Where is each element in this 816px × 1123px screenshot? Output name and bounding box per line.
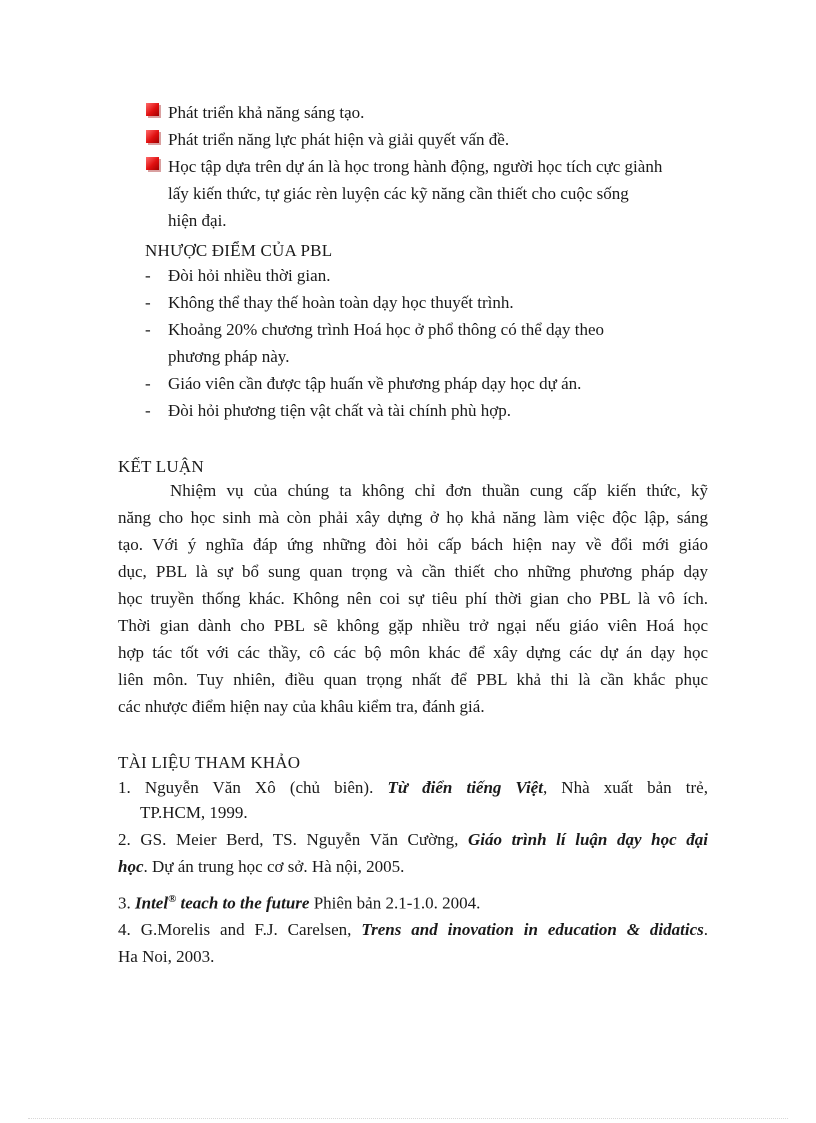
reference-suffix: , Nhà xuất bản trẻ,: [542, 778, 708, 797]
red-square-bullet-icon: [146, 130, 159, 143]
advantage-item-line: Học tập dựa trên dự án là học trong hành động, người học tích cực giành: [168, 157, 663, 176]
reference-item-continuation: [118, 856, 404, 878]
conclusion-line: dục, PBL là sự bổ sung quan trọng và cần thiết cho những phương pháp dạy: [118, 562, 708, 581]
conclusion-line: năng cho học sinh mà còn phải xây dựng ở họ khả năng làm việc độc lập, sáng: [118, 508, 708, 527]
conclusion-line: học truyền thống khác. Không nên coi sự tiêu phí thời gian cho PBL là vô ích.: [118, 589, 708, 608]
disadvantage-item: Giáo viên cần được tập huấn về phương pháp dạy học dự án.: [168, 374, 582, 393]
reference-suffix: .: [703, 920, 709, 939]
references-heading: TÀI LIỆU THAM KHẢO: [118, 753, 301, 772]
page-bottom-rule: [28, 1118, 788, 1119]
reference-item: [118, 777, 708, 799]
reference-item: [118, 919, 708, 941]
reference-prefix: 2. GS. Meier Berd, TS. Nguyễn Văn Cường,: [118, 830, 468, 849]
advantage-item-line: hiện đại.: [168, 211, 227, 230]
reference-title: Giáo trình lí luận dạy học đại: [467, 830, 708, 849]
conclusion-line: tạo. Với ý nghĩa đáp ứng những đòi hỏi cấp bách hiện nay về đổi mới giáo: [118, 535, 708, 554]
dash-bullet: -: [145, 266, 151, 285]
red-square-bullet-icon: [146, 103, 159, 116]
disadvantage-item-continuation: phương pháp này.: [168, 347, 290, 366]
reference-title: Intel: [135, 893, 169, 913]
reference-title: teach to the future: [176, 893, 310, 913]
red-square-bullet-icon: [146, 157, 159, 170]
reference-suffix: . Dự án trung học cơ sở. Hà nội, 2005.: [143, 857, 405, 876]
dash-bullet: -: [145, 293, 151, 312]
reference-item-continuation: TP.HCM, 1999.: [140, 803, 248, 822]
reference-title: Trens and inovation in education & didatics: [361, 920, 704, 939]
disadvantage-item: Đòi hỏi nhiều thời gian.: [168, 266, 331, 285]
dash-bullet: -: [145, 401, 151, 420]
reference-title-continuation: học: [118, 857, 144, 876]
reference-prefix: 1. Nguyễn Văn Xô (chủ biên).: [118, 778, 388, 797]
dash-bullet: -: [145, 374, 151, 393]
reference-title: Từ điển tiếng Việt: [387, 778, 543, 797]
reference-suffix: Phiên bản 2.1-1.0. 2004.: [309, 893, 481, 913]
reference-item-continuation: Ha Noi, 2003.: [118, 947, 215, 966]
reference-prefix: 4. G.Morelis and F.J. Carelsen,: [118, 920, 362, 939]
advantage-item: Phát triển khả năng sáng tạo.: [168, 103, 365, 122]
reference-item: [118, 888, 480, 915]
disadvantages-heading: NHƯỢC ĐIỂM CỦA PBL: [145, 241, 333, 260]
advantage-item: Phát triển năng lực phát hiện và giải quyết vấn đề.: [168, 130, 510, 149]
conclusion-line: hợp tác tốt với các thầy, cô các bộ môn khác để xây dựng các dự án dạy học: [118, 643, 708, 662]
conclusion-line: Thời gian dành cho PBL sẽ không gặp nhiều trở ngại nếu giáo viên Hoá học: [118, 616, 708, 635]
disadvantage-item: Khoảng 20% chương trình Hoá học ở phổ thông có thể dạy theo: [168, 320, 605, 339]
reference-prefix: 3.: [118, 893, 135, 913]
conclusion-line: Nhiệm vụ của chúng ta không chỉ đơn thuần cung cấp kiến thức, kỹ: [170, 481, 708, 500]
dash-bullet: -: [145, 320, 151, 339]
disadvantage-item: Không thể thay thế hoàn toàn dạy học thuyết trình.: [168, 293, 514, 312]
registered-mark: ®: [168, 893, 177, 905]
advantage-item-line: lấy kiến thức, tự giác rèn luyện các kỹ năng cần thiết cho cuộc sống: [168, 184, 629, 203]
disadvantage-item: Đòi hỏi phương tiện vật chất và tài chính phù hợp.: [168, 401, 512, 420]
conclusion-line: các nhược điểm hiện nay của khâu kiểm tra, đánh giá.: [118, 697, 485, 716]
conclusion-line: liên môn. Tuy nhiên, điều quan trọng nhất để PBL khả thi là cần khắc phục: [118, 670, 708, 689]
conclusion-heading: KẾT LUẬN: [118, 457, 204, 476]
reference-item: [118, 829, 708, 851]
